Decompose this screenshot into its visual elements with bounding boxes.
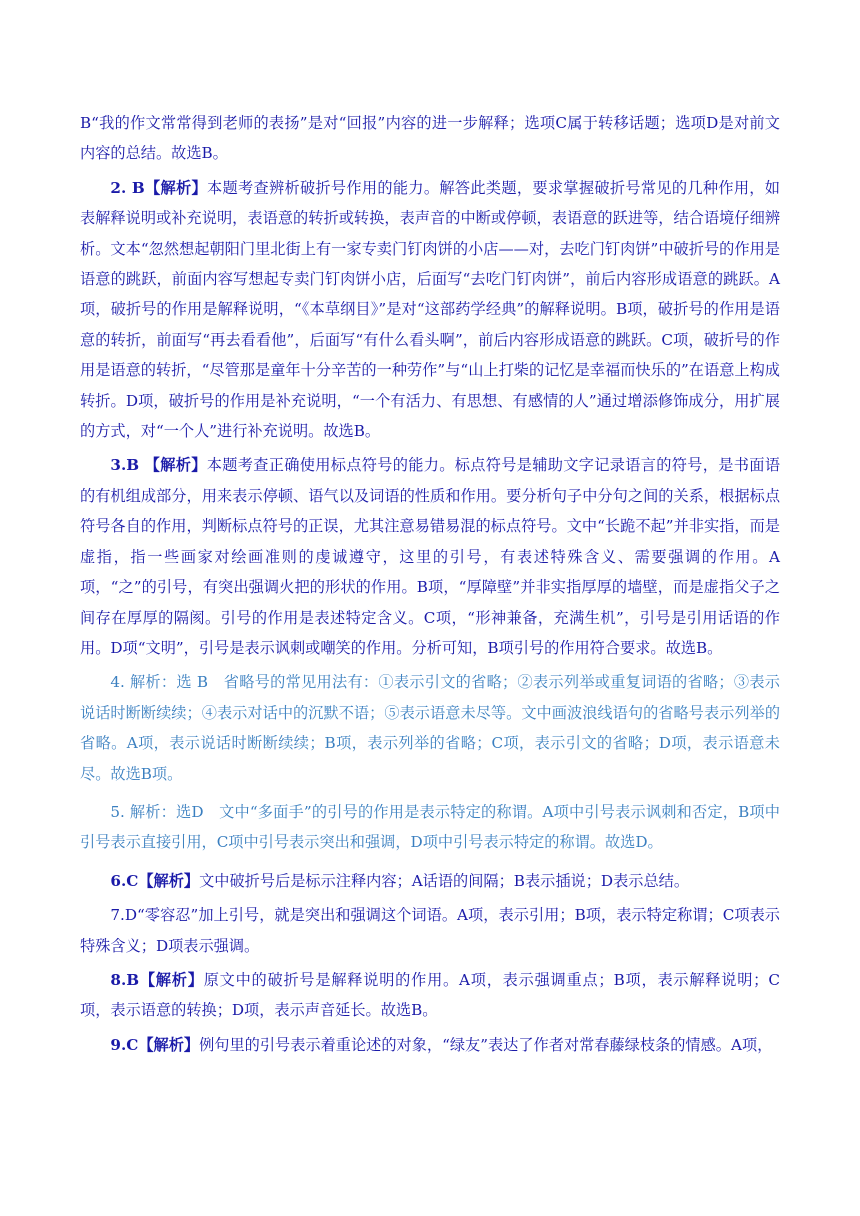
paragraph-text: 本题考查正确使用标点符号的能力。标点符号是辅助文字记录语言的符号，是书面语的有机组成部分，用来表示停顿、语气以及词语的性质和作用。要分析句子中分句之间的关系，根据标点符号各自的作用，判断标点符号的正误，尤其注意易错易混的标点符号。文中“长跪不起”并非实指，而是虚指，指一些画家对绘画准则的虔诚遵守，这里的引号，有表述特殊含义、需要强调的作用。A项，“之”的引号，有突出强调火把的形状的作用。B项，“厚障壁”并非实指厚厚的墙壁，而是虚指父子之间存在厚厚的隔阂。引号的作用是表述特定含义。C项，“形神兼备，充满生机”，引号是引用话语的作用。D项“文明”，引号是表示讽刺或嘲笑的作用。分析可知，B项引号的作用符合要求。故选B。 xyxy=(80,456,781,657)
paragraph-7 xyxy=(80,900,780,961)
paragraph-text: 本题考查辨析破折号作用的能力。解答此类题，要求掌握破折号常见的几种作用，如表解释说明或补充说明，表语意的转折或转换，表声音的中断或停顿，表语意的跃进等，结合语境仔细辨析。文本“忽然想起朝阳门里北街上有一家专卖门钉肉饼的小店——对，去吃门钉肉饼”中破折号的作用是语意的跳跃，前面内容写想起专卖门钉肉饼小店，后面写“去吃门钉肉饼”，前后内容形成语意的跳跃。A项，破折号的作用是解释说明，“《本草纲目》”是对“这部药学经典”的解释说明。B项，破折号的作用是语意的转折，前面写“再去看看他”，后面写“有什么看头啊”，前后内容形成语意的跳跃。C项，破折号的作用是语意的转折，“尽管那是童年十分辛苦的一种劳作”与“山上打柴的记忆是幸福而快乐的”在语意上构成转折。D项，破折号的作用是补充说明，“一个有活力、有思想、有感情的人”通过增添修饰成分，用扩展的方式，对“一个人”进行补充说明。故选B。 xyxy=(80,178,780,441)
paragraph-text: 原文中的破折号是解释说明的作用。A项，表示强调重点；B项，表示解释说明；C项，表示语意的转换；D项，表示声音延长。故选B。 xyxy=(80,970,780,1020)
answer-lead: 9.C【解析】 xyxy=(110,1035,200,1054)
paragraph-3 xyxy=(80,450,780,663)
paragraph-2 xyxy=(80,173,780,447)
paragraph-text: 5. 解析：选D 文中“多面手”的引号的作用是表示特定的称谓。A项中引号表示讽刺和否定，B项中引号表示直接引用，C项中引号表示突出和强调，D项中引号表示特定的称谓。故选D。 xyxy=(80,802,780,852)
answer-lead: 3.B 【解析】 xyxy=(110,456,207,475)
paragraph-text: 文中破折号后是标示注释内容；A话语的间隔；B表示插说；D表示总结。 xyxy=(199,871,690,890)
paragraph-4 xyxy=(80,667,780,789)
paragraph-text: 7.D“零容忍”加上引号，就是突出和强调这个词语。A项，表示引用；B项，表示特定称谓；C项表示特殊含义；D项表示强调。 xyxy=(80,906,780,955)
answer-lead: 2. B【解析】 xyxy=(110,178,207,197)
paragraph-5 xyxy=(80,797,780,858)
answer-explanations xyxy=(80,108,780,1060)
paragraph-text: 例句里的引号表示着重论述的对象，“绿友”表达了作者对常春藤绿枝条的情感。A项， xyxy=(199,1035,773,1054)
paragraph-6 xyxy=(80,866,780,896)
paragraph-9 xyxy=(80,1030,780,1060)
answer-lead: 6.C【解析】 xyxy=(110,871,200,890)
paragraph-text: B“我的作文常常得到老师的表扬”是对“回报”内容的进一步解释；选项C属于转移话题；选项D是对前文内容的总结。故选B。 xyxy=(80,114,780,163)
paragraph-text: 4. 解析：选 B 省略号的常见用法有：①表示引文的省略；②表示列举或重复词语的省略；③表示说话时断断续续；④表示对话中的沉默不语；⑤表示语意未尽等。文中画波浪线语句的省略号表示列举的省略。A项，表示说话时断断续续；B项，表示列举的省略；C项，表示引文的省略；D项，表示语意未尽。故选B项。 xyxy=(80,673,780,783)
paragraph-8 xyxy=(80,965,780,1026)
answer-lead: 8.B【解析】 xyxy=(110,970,204,989)
paragraph-1-continued xyxy=(80,108,780,169)
